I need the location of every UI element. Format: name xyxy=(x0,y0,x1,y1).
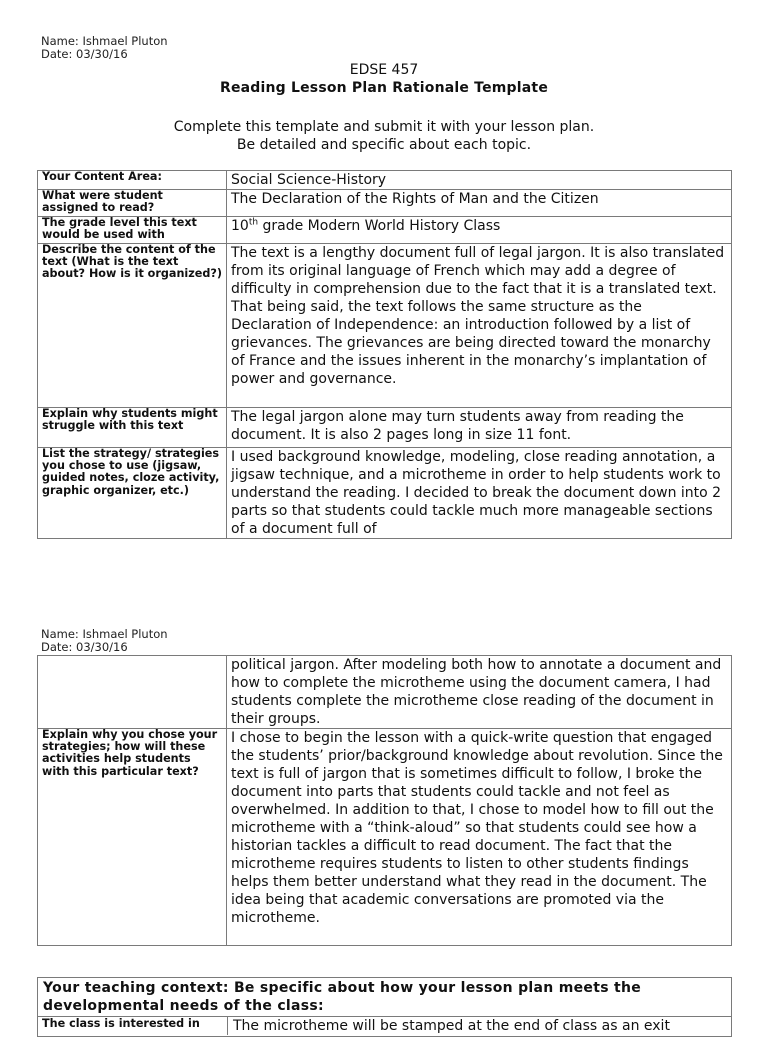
instruction-line-2: Be detailed and specific about each topic. xyxy=(236,137,532,153)
date-line: Date: 03/30/16 xyxy=(41,640,128,654)
table-row xyxy=(38,408,732,448)
student-name: Name: Ishmael Pluton xyxy=(41,34,168,48)
row-question: The grade level this text would be used with xyxy=(38,217,227,244)
teaching-context-box xyxy=(37,977,732,1037)
row-answer: political jargon. After modeling both how to annotate a document and how to complete the microtheme using the document camera, I had students complete the microtheme close reading of the document in their groups. xyxy=(227,656,732,729)
table-row xyxy=(38,729,732,946)
grade-number: 10 xyxy=(231,218,249,234)
rationale-table-page2 xyxy=(37,655,732,946)
row-question xyxy=(38,656,227,729)
row-answer: The Declaration of the Rights of Man and the Citizen xyxy=(227,190,732,217)
grade-text: grade Modern World History Class xyxy=(258,218,501,234)
instruction-line-1: Complete this template and submit it with your lesson plan. xyxy=(173,119,595,135)
table-row xyxy=(38,656,732,729)
rationale-table-page1 xyxy=(37,170,732,539)
row-answer: I chose to begin the lesson with a quick-write question that engaged the students’ prior/background knowledge about revolution. Since the text is full of jargon that is sometimes difficult to follow, I broke the document into parts that students could tackle and not feel as overwhelmed. In addition to that, I chose to model how to fill out the microtheme with a “think-aloud” so that students could see how a historian tackles a difficult to read document. The fact that the microtheme requires students to listen to other students findings helps them better understand what they read in the document. The idea being that academic conversations are promoted via the microtheme. xyxy=(227,729,732,946)
grade-suffix: th xyxy=(248,217,259,228)
row-question: What were student assigned to read? xyxy=(38,190,227,217)
course-code: EDSE 457 xyxy=(349,62,419,78)
student-name: Name: Ishmael Pluton xyxy=(41,627,168,641)
row-question: The class is interested in xyxy=(38,1017,228,1035)
row-answer: The text is a lengthy document full of legal jargon. It is also translated from its original language of French which may add a degree of difficulty in comprehension due to the fact that it is a translated text. That being said, the text follows the same structure as the Declaration of Independence: an introduction followed by a list of grievances. The grievances are being directed toward the monarchy of France and the issues inherent in the monarchy’s implantation of power and governance. xyxy=(227,244,732,408)
table-row xyxy=(38,190,732,217)
row-question: List the strategy/ strategies you chose to use (jigsaw, guided notes, cloze activity, graphic organizer, etc.) xyxy=(38,448,227,539)
row-answer xyxy=(227,217,732,244)
row-question: Describe the content of the text (What is the text about? How is it organized?) xyxy=(38,244,227,408)
row-question: Your Content Area: xyxy=(38,171,227,190)
row-answer: The legal jargon alone may turn students away from reading the document. It is also 2 pages long in size 11 font. xyxy=(227,408,732,448)
teaching-context-heading: Your teaching context: Be specific about how your lesson plan meets the developmental needs of the class: xyxy=(43,980,642,1014)
row-question: Explain why students might struggle with this text xyxy=(38,408,227,448)
row-answer: I used background knowledge, modeling, close reading annotation, a jigsaw technique, and a microtheme in order to help students work to understand the reading. I decided to break the document down into 2 parts so that students could tackle much more manageable sections of a document full of xyxy=(227,448,732,539)
table-row xyxy=(38,217,732,244)
table-row xyxy=(38,448,732,539)
row-answer: Social Science-History xyxy=(227,171,732,190)
table-row xyxy=(38,1016,731,1035)
page-title: Reading Lesson Plan Rationale Template xyxy=(219,80,549,96)
table-row xyxy=(38,171,732,190)
row-question: Explain why you chose your strategies; how will these activities help students with this particular text? xyxy=(38,729,227,946)
table-row xyxy=(38,244,732,408)
row-answer: The microtheme will be stamped at the end of class as an exit xyxy=(233,1018,670,1034)
date-line: Date: 03/30/16 xyxy=(41,47,128,61)
